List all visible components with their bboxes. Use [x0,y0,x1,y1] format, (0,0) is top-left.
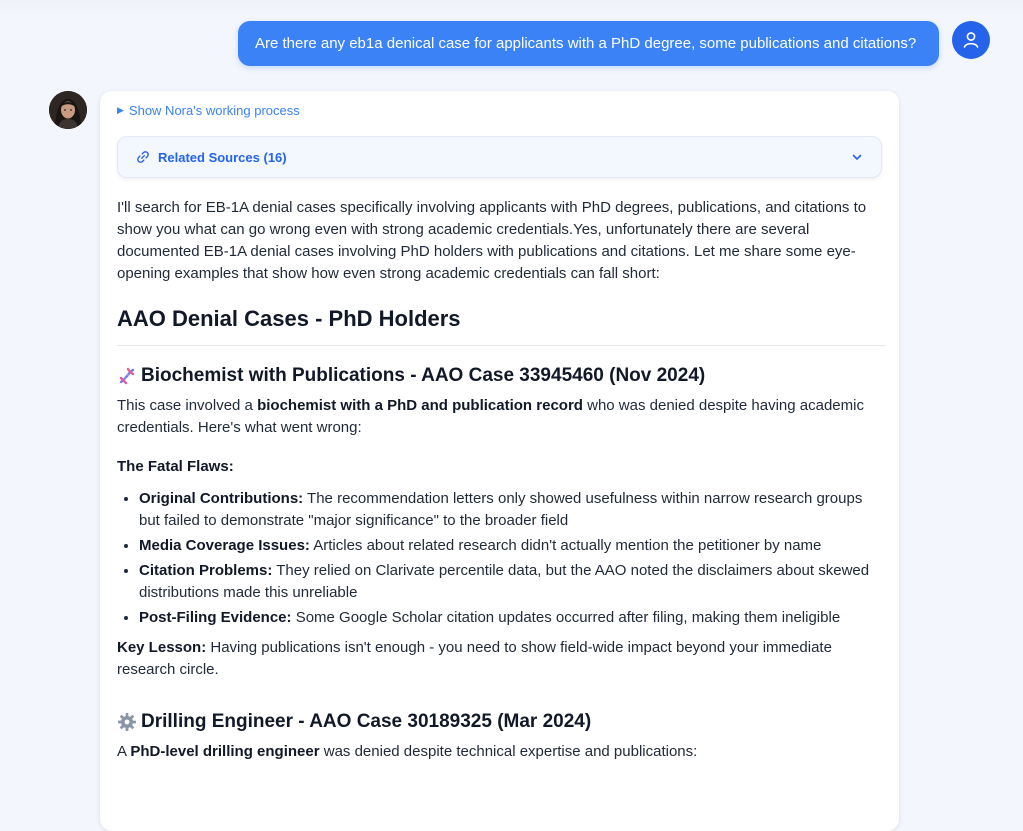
user-avatar[interactable] [952,21,990,59]
heading-divider [117,345,885,346]
link-icon [136,150,150,164]
case2-desc-bold: PhD-level drilling engineer [130,743,320,760]
key-lesson-text: Having publications isn't enough - you need to show field-wide impact beyond your immediate research circle. [117,639,832,678]
flaw-label: Post-Filing Evidence: [139,609,292,626]
user-icon [961,30,981,50]
working-process-label: Show Nora's working process [128,103,300,118]
flaw-text: Articles about related research didn't actually mention the petitioner by name [309,537,822,554]
case1-description [117,395,885,439]
case1-desc-post: who was denied despite having academic credentials. Here's what went wrong: [117,397,864,436]
flaw-label: Citation Problems: [139,562,273,579]
key-lesson-label: Key Lesson: [117,639,207,656]
triangle-right-icon: ▶ [117,105,124,115]
case2-description [117,741,885,763]
gear-icon [117,712,137,732]
flaw-label: Media Coverage Issues: [139,537,310,554]
case2-desc-post: was denied despite technical expertise and publications: [319,743,698,760]
dna-icon [117,366,137,386]
show-working-process-toggle[interactable] [117,103,300,118]
case1-desc-pre: This case involved a [117,397,258,414]
flaw-label: Original Contributions: [139,490,304,507]
message-content [117,197,885,763]
chevron-down-icon [851,151,863,163]
related-sources-dropdown[interactable] [117,136,882,178]
flaws-heading [117,456,885,478]
flaws-heading-text: The Fatal Flaws: [117,458,234,475]
case1-desc-bold: biochemist with a PhD and publication record [257,397,583,414]
list-item [139,607,885,629]
user-message-bubble [238,21,939,66]
list-item [139,535,885,557]
assistant-message-card [100,91,899,831]
top-fade [0,0,1023,12]
case2-heading [117,709,885,735]
flaws-list [117,488,885,629]
list-item [139,488,885,532]
assistant-avatar [49,91,87,129]
flaw-text: They relied on Clarivate percentile data, but the AAO noted the disclaimers about skewed distributions made this unreliable [139,562,870,601]
user-message-text: Are there any eb1a denical case for applicants with a PhD degree, some publications and citations? [255,35,917,52]
case1-title: Biochemist with Publications - AAO Case 33945460 (Nov 2024) [141,365,706,386]
key-lesson [117,637,885,681]
case1-heading [117,363,885,389]
list-item [139,560,885,604]
flaw-text: Some Google Scholar citation updates occurred after filing, making them ineligible [291,609,841,626]
case2-title: Drilling Engineer - AAO Case 30189325 (Mar 2024) [141,711,592,732]
intro-paragraph: I'll search for EB-1A denial cases specifically involving applicants with PhD degrees, publications, and citations to show you what can go wrong even with strong academic credentials.Yes, unfortunately there are several documented EB-1A denial cases involving PhD holders with publications and citations. Let me share some eye-opening examples that show how even strong academic credentials can fall short: [117,199,867,282]
section-heading: AAO Denial Cases - PhD Holders [117,306,461,331]
case2-desc-pre: A [117,743,131,760]
related-sources-label: Related Sources (16) [158,149,287,165]
flaw-text: The recommendation letters only showed usefulness within narrow research groups but failed to demonstrate "major significance" to the broader field [139,490,863,529]
assistant-portrait-icon [49,91,87,129]
